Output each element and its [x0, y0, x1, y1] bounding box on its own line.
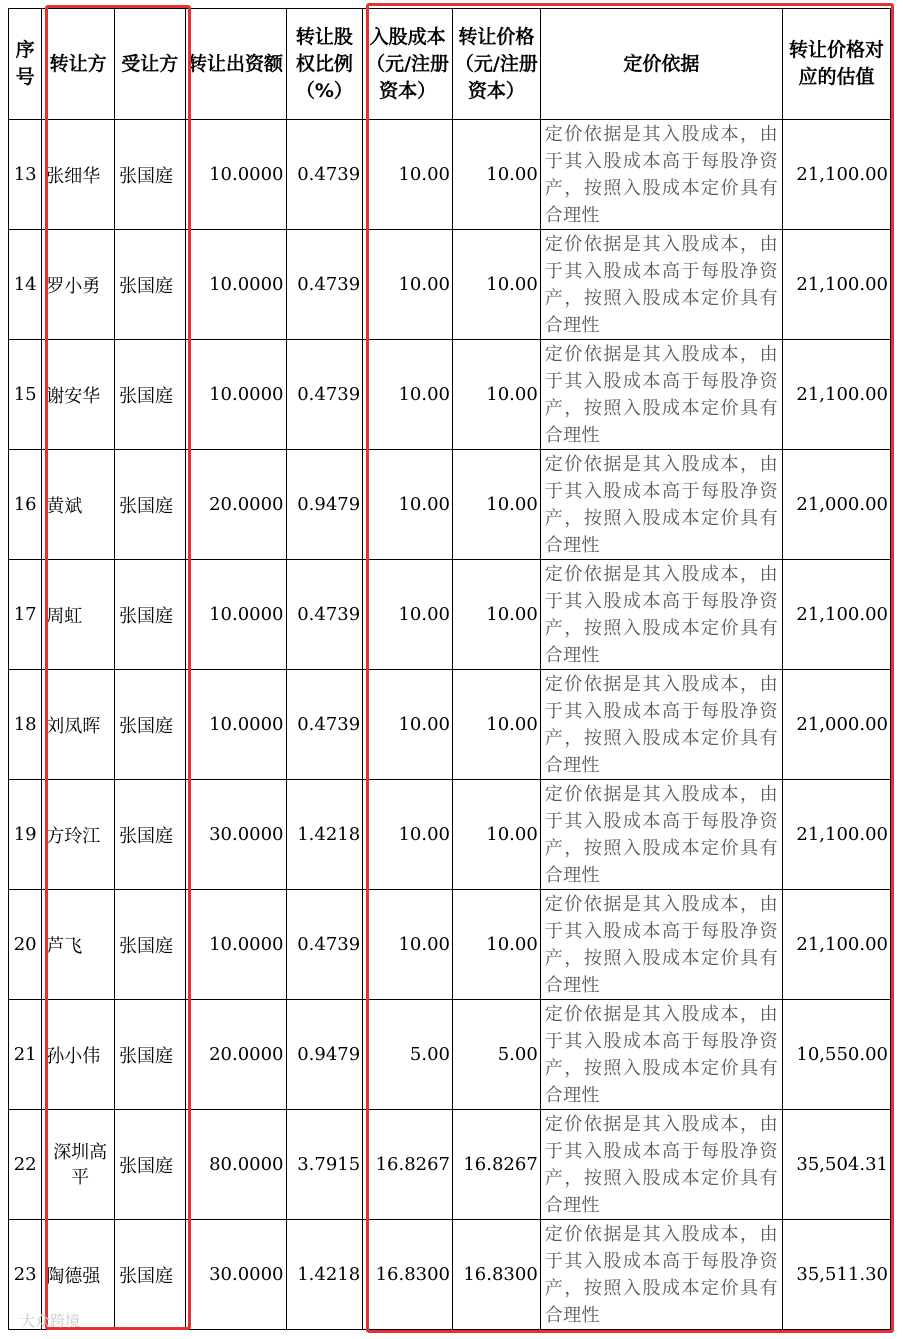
valuation-cell: 21,100.00: [782, 780, 890, 890]
capital-cell: 10.0000: [185, 230, 286, 340]
valuation-cell: 21,000.00: [782, 670, 890, 780]
seq-cell: 18: [9, 670, 42, 780]
header-transferee: 受让方: [114, 9, 185, 120]
price-cell: 10.00: [453, 560, 541, 670]
header-seq: 序号: [9, 9, 42, 120]
capital-cell: 10.0000: [185, 560, 286, 670]
ratio-cell: 0.9479: [286, 450, 363, 560]
transferor-cell: 深圳高平: [42, 1110, 115, 1220]
cost-cell: 10.00: [363, 670, 453, 780]
header-row: [9, 9, 891, 120]
basis-cell: 定价依据是其入股成本，由于其入股成本高于每股净资产，按照入股成本定价具有合理性: [540, 1000, 782, 1110]
table-row: [9, 560, 891, 670]
seq-cell: 14: [9, 230, 42, 340]
seq-cell: 20: [9, 890, 42, 1000]
seq-cell: 13: [9, 120, 42, 230]
basis-cell: 定价依据是其入股成本，由于其入股成本高于每股净资产，按照入股成本定价具有合理性: [540, 780, 782, 890]
cost-cell: 16.8300: [363, 1220, 453, 1330]
basis-cell: 定价依据是其入股成本，由于其入股成本高于每股净资产，按照入股成本定价具有合理性: [540, 230, 782, 340]
header-price: 转让价格（元/注册资本）: [453, 9, 541, 120]
table-row: [9, 120, 891, 230]
valuation-cell: 21,100.00: [782, 120, 890, 230]
transferee-cell: 张国庭: [114, 890, 185, 1000]
valuation-cell: 21,100.00: [782, 340, 890, 450]
table-row: [9, 230, 891, 340]
price-cell: 16.8267: [453, 1110, 541, 1220]
transferee-cell: 张国庭: [114, 1000, 185, 1110]
cost-cell: 10.00: [363, 450, 453, 560]
cost-cell: 10.00: [363, 120, 453, 230]
basis-cell: 定价依据是其入股成本，由于其入股成本高于每股净资产，按照入股成本定价具有合理性: [540, 340, 782, 450]
basis-cell: 定价依据是其入股成本，由于其入股成本高于每股净资产，按照入股成本定价具有合理性: [540, 670, 782, 780]
cost-cell: 10.00: [363, 230, 453, 340]
price-cell: 10.00: [453, 780, 541, 890]
ratio-cell: 1.4218: [286, 780, 363, 890]
header-valuation: 转让价格对应的估值: [782, 9, 890, 120]
valuation-cell: 21,100.00: [782, 230, 890, 340]
table-row: [9, 450, 891, 560]
table-row: [9, 1220, 891, 1330]
transferee-cell: 张国庭: [114, 1110, 185, 1220]
ratio-cell: 1.4218: [286, 1220, 363, 1330]
cost-cell: 5.00: [363, 1000, 453, 1110]
transferor-cell: 芦飞: [42, 890, 115, 1000]
capital-cell: 30.0000: [185, 780, 286, 890]
cost-cell: 10.00: [363, 890, 453, 1000]
price-cell: 10.00: [453, 340, 541, 450]
capital-cell: 10.0000: [185, 890, 286, 1000]
cost-cell: 10.00: [363, 560, 453, 670]
seq-cell: 16: [9, 450, 42, 560]
capital-cell: 30.0000: [185, 1220, 286, 1330]
transferor-cell: 陶德强: [42, 1220, 115, 1330]
transferor-cell: 刘凤晖: [42, 670, 115, 780]
valuation-cell: 35,504.31: [782, 1110, 890, 1220]
table-row: [9, 1000, 891, 1110]
table-row: [9, 780, 891, 890]
ratio-cell: 3.7915: [286, 1110, 363, 1220]
basis-cell: 定价依据是其入股成本，由于其入股成本高于每股净资产，按照入股成本定价具有合理性: [540, 1220, 782, 1330]
transferor-cell: 方玲江: [42, 780, 115, 890]
seq-cell: 21: [9, 1000, 42, 1110]
basis-cell: 定价依据是其入股成本，由于其入股成本高于每股净资产，按照入股成本定价具有合理性: [540, 1110, 782, 1220]
share-transfer-table: [8, 8, 891, 1330]
valuation-cell: 21,100.00: [782, 560, 890, 670]
cost-cell: 10.00: [363, 780, 453, 890]
basis-cell: 定价依据是其入股成本，由于其入股成本高于每股净资产，按照入股成本定价具有合理性: [540, 890, 782, 1000]
ratio-cell: 0.4739: [286, 560, 363, 670]
header-transferor: 转让方: [42, 9, 115, 120]
cost-cell: 16.8267: [363, 1110, 453, 1220]
capital-cell: 20.0000: [185, 450, 286, 560]
capital-cell: 20.0000: [185, 1000, 286, 1110]
header-ratio: 转让股权比例（%）: [286, 9, 363, 120]
transferee-cell: 张国庭: [114, 560, 185, 670]
valuation-cell: 21,000.00: [782, 450, 890, 560]
ratio-cell: 0.4739: [286, 670, 363, 780]
seq-cell: 22: [9, 1110, 42, 1220]
ratio-cell: 0.4739: [286, 120, 363, 230]
header-capital: 转让出资额: [185, 9, 286, 120]
ratio-cell: 0.4739: [286, 230, 363, 340]
table-body: [9, 120, 891, 1330]
table-row: [9, 1110, 891, 1220]
capital-cell: 10.0000: [185, 120, 286, 230]
basis-cell: 定价依据是其入股成本，由于其入股成本高于每股净资产，按照入股成本定价具有合理性: [540, 560, 782, 670]
transferee-cell: 张国庭: [114, 780, 185, 890]
ratio-cell: 0.4739: [286, 340, 363, 450]
valuation-cell: 35,511.30: [782, 1220, 890, 1330]
cost-cell: 10.00: [363, 340, 453, 450]
price-cell: 10.00: [453, 890, 541, 1000]
price-cell: 5.00: [453, 1000, 541, 1110]
capital-cell: 80.0000: [185, 1110, 286, 1220]
valuation-cell: 10,550.00: [782, 1000, 890, 1110]
transferee-cell: 张国庭: [114, 340, 185, 450]
transferor-cell: 谢安华: [42, 340, 115, 450]
header-basis: 定价依据: [540, 9, 782, 120]
price-cell: 10.00: [453, 450, 541, 560]
price-cell: 10.00: [453, 120, 541, 230]
watermark-text: 大众跨境: [20, 1312, 81, 1330]
ratio-cell: 0.9479: [286, 1000, 363, 1110]
seq-cell: 23: [9, 1220, 42, 1330]
price-cell: 16.8300: [453, 1220, 541, 1330]
transferor-cell: 孙小伟: [42, 1000, 115, 1110]
seq-cell: 17: [9, 560, 42, 670]
transferee-cell: 张国庭: [114, 450, 185, 560]
table-row: [9, 670, 891, 780]
transferor-cell: 罗小勇: [42, 230, 115, 340]
price-cell: 10.00: [453, 230, 541, 340]
table-row: [9, 340, 891, 450]
transferee-cell: 张国庭: [114, 1220, 185, 1330]
transferee-cell: 张国庭: [114, 230, 185, 340]
transferee-cell: 张国庭: [114, 670, 185, 780]
capital-cell: 10.0000: [185, 340, 286, 450]
price-cell: 10.00: [453, 670, 541, 780]
seq-cell: 15: [9, 340, 42, 450]
transferee-cell: 张国庭: [114, 120, 185, 230]
table-row: [9, 890, 891, 1000]
header-cost: 入股成本（元/注册资本）: [363, 9, 453, 120]
basis-cell: 定价依据是其入股成本，由于其入股成本高于每股净资产，按照入股成本定价具有合理性: [540, 450, 782, 560]
transferor-cell: 周虹: [42, 560, 115, 670]
transferor-cell: 黄斌: [42, 450, 115, 560]
ratio-cell: 0.4739: [286, 890, 363, 1000]
transferor-cell: 张细华: [42, 120, 115, 230]
seq-cell: 19: [9, 780, 42, 890]
valuation-cell: 21,100.00: [782, 890, 890, 1000]
capital-cell: 10.0000: [185, 670, 286, 780]
basis-cell: 定价依据是其入股成本，由于其入股成本高于每股净资产，按照入股成本定价具有合理性: [540, 120, 782, 230]
